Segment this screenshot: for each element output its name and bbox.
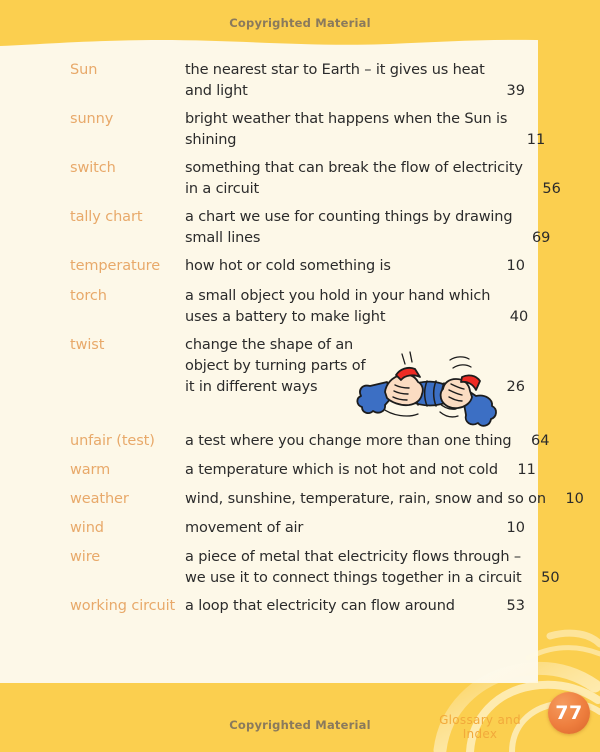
glossary-definition xyxy=(185,489,554,510)
glossary-entry xyxy=(70,335,525,398)
glossary-page-reference: 10 xyxy=(506,520,525,536)
glossary-entry xyxy=(70,518,525,539)
glossary-page-reference: 50 xyxy=(541,570,560,586)
glossary-definition xyxy=(185,158,531,200)
glossary-entry xyxy=(70,547,560,589)
definition-line: shining xyxy=(185,132,237,148)
glossary-entry xyxy=(70,256,525,277)
glossary-term: weather xyxy=(70,491,129,507)
definition-line: object by turning parts of xyxy=(185,358,366,374)
copyright-notice-bottom: Copyrighted Material xyxy=(229,718,371,732)
glossary-page-reference: 39 xyxy=(506,83,525,99)
definition-line: a piece of metal that electricity flows through – xyxy=(185,549,521,565)
glossary-term: working circuit xyxy=(70,598,176,614)
glossary-definition xyxy=(185,518,495,539)
definition-line: a chart we use for counting things by drawing xyxy=(185,209,513,225)
glossary-definition xyxy=(185,207,520,249)
glossary-entry xyxy=(70,207,551,249)
glossary-term: tally chart xyxy=(70,209,143,225)
glossary-term: warm xyxy=(70,462,111,478)
glossary-entry xyxy=(70,109,546,151)
glossary-term: wind xyxy=(70,520,104,536)
glossary-term: unfair (test) xyxy=(70,433,155,449)
definition-line: how hot or cold something is xyxy=(185,258,391,274)
glossary-page-reference: 11 xyxy=(517,462,536,478)
definition-line: in a circuit xyxy=(185,181,260,197)
glossary-page-reference: 53 xyxy=(506,598,525,614)
definition-line: uses a battery to make light xyxy=(185,309,386,325)
definition-line: change the shape of an xyxy=(185,337,354,353)
glossary-page-reference: 10 xyxy=(565,491,584,507)
glossary-definition xyxy=(185,596,495,617)
definition-line: a loop that electricity can flow around xyxy=(185,598,455,614)
definition-line: something that can break the flow of electricity xyxy=(185,160,523,176)
definition-line: wind, sunshine, temperature, rain, snow and so on xyxy=(185,491,546,507)
glossary-page-reference: 40 xyxy=(509,309,529,325)
glossary-term: torch xyxy=(70,288,107,304)
glossary-term: Sun xyxy=(70,62,98,78)
glossary-term: switch xyxy=(70,160,116,176)
glossary-entry xyxy=(70,60,525,102)
section-footer-label: Glossary and Index xyxy=(439,713,521,741)
glossary-page-reference: 69 xyxy=(531,230,551,246)
copyright-notice-top: Copyrighted Material xyxy=(229,16,371,30)
page-number-value: 77 xyxy=(555,702,583,724)
glossary-definition xyxy=(185,286,498,328)
glossary-definition xyxy=(185,335,495,398)
glossary-definition xyxy=(185,547,530,589)
definition-line: and light xyxy=(185,83,248,99)
glossary-term: sunny xyxy=(70,111,114,127)
glossary-page-reference: 10 xyxy=(506,258,525,274)
glossary-list xyxy=(0,52,584,682)
definition-line: bright weather that happens when the Sun is xyxy=(185,111,508,127)
glossary-definition xyxy=(185,460,506,481)
glossary-term: temperature xyxy=(70,258,161,274)
definition-line: small lines xyxy=(185,230,261,246)
glossary-definition xyxy=(185,60,495,102)
glossary-entry xyxy=(70,489,584,510)
glossary-page-reference: 11 xyxy=(526,132,546,148)
glossary-definition xyxy=(185,109,515,151)
definition-line: movement of air xyxy=(185,520,304,536)
glossary-term: wire xyxy=(70,549,101,565)
glossary-definition xyxy=(185,431,519,452)
glossary-page-reference: 56 xyxy=(542,181,561,197)
definition-line: the nearest star to Earth – it gives us heat xyxy=(185,62,485,78)
right-edge-band xyxy=(538,0,600,752)
glossary-page-reference: 26 xyxy=(506,379,525,395)
definition-line: a temperature which is not hot and not cold xyxy=(185,462,498,478)
glossary-entry xyxy=(70,431,550,452)
definition-line: a test where you change more than one thing xyxy=(185,433,512,449)
glossary-entry xyxy=(70,596,525,617)
definition-line: a small object you hold in your hand which xyxy=(185,288,491,304)
glossary-entry xyxy=(70,286,529,328)
definition-line: it in different ways xyxy=(185,379,318,395)
glossary-page-reference: 64 xyxy=(531,433,550,449)
glossary-term: twist xyxy=(70,337,105,353)
glossary-entry xyxy=(70,460,536,481)
definition-line: we use it to connect things together in a circuit xyxy=(185,570,522,586)
glossary-definition xyxy=(185,256,495,277)
glossary-entry xyxy=(70,158,561,200)
